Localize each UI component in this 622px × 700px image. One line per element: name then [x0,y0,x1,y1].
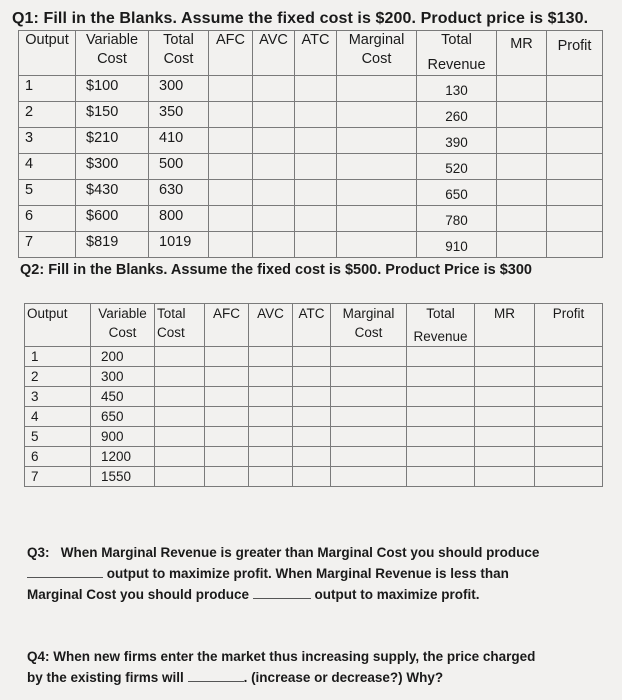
q2-cell-total-cost[interactable] [155,427,205,447]
q1-cell-afc[interactable] [209,206,253,232]
q2-title: Q2: Fill in the Blanks. Assume the fixed cost is $500. Product Price is $300 [20,262,532,278]
q2-cell-variable-cost: 900 [91,427,155,447]
q2-header-mr: MR [475,304,535,347]
q2-cell-profit[interactable] [535,387,603,407]
q3-text-3a: Marginal Cost you should produce [27,587,250,602]
q2-cell-atc[interactable] [293,387,331,407]
q1-cell-variable-cost: $210 [76,128,149,154]
q2-cell-mr[interactable] [475,407,535,427]
q2-cell-marginal-cost[interactable] [331,367,407,387]
q1-cell-profit[interactable] [547,180,603,206]
q1-table-row [19,232,603,258]
q1-header-row [19,31,603,76]
q2-cell-profit[interactable] [535,367,603,387]
q1-cell-total-revenue: 650 [417,180,497,206]
q3-line-2 [27,563,539,584]
q1-cell-variable-cost: $819 [76,232,149,258]
q1-cell-avc[interactable] [253,206,295,232]
q1-cell-total-revenue: 780 [417,206,497,232]
q2-cell-profit[interactable] [535,427,603,447]
q2-cell-avc[interactable] [249,407,293,427]
q2-cell-total-cost[interactable] [155,387,205,407]
q1-cell-marginal-cost[interactable] [337,232,417,258]
q2-cell-total-cost[interactable] [155,447,205,467]
q2-cell-output: 4 [25,407,91,427]
q2-cell-total-revenue[interactable] [407,367,475,387]
q2-cell-avc[interactable] [249,367,293,387]
q1-cell-marginal-cost[interactable] [337,180,417,206]
q1-cell-total-cost: 800 [149,206,209,232]
q1-cell-mr[interactable] [497,76,547,102]
q2-cell-variable-cost: 1200 [91,447,155,467]
q2-cell-variable-cost: 1550 [91,467,155,487]
q2-cell-variable-cost: 450 [91,387,155,407]
q2-table-row [25,427,603,447]
q2-cell-marginal-cost[interactable] [331,407,407,427]
q3-question [27,542,539,605]
q2-table-row [25,447,603,467]
q1-header-atc: ATC [295,31,337,76]
q1-table-row [19,180,603,206]
q1-table-row [19,102,603,128]
q1-header-total-cost: Total Cost [149,31,209,76]
q1-cell-mr[interactable] [497,232,547,258]
q1-cell-afc[interactable] [209,154,253,180]
q1-cell-variable-cost: $430 [76,180,149,206]
q1-cell-total-revenue: 520 [417,154,497,180]
q2-table-row [25,467,603,487]
q4-text-2a: by the existing firms will [27,670,184,685]
q1-cell-atc[interactable] [295,180,337,206]
q3-line-1 [27,542,539,563]
q2-cell-output: 2 [25,367,91,387]
q1-cell-output: 6 [19,206,76,232]
q1-header-total-revenue: Total Revenue [417,31,497,76]
q2-cell-atc[interactable] [293,427,331,447]
q3-text-1: When Marginal Revenue is greater than Marginal Cost you should produce [60,545,540,560]
q1-cell-total-revenue: 390 [417,128,497,154]
q1-cell-afc[interactable] [209,102,253,128]
q1-cell-output: 2 [19,102,76,128]
q1-cell-afc[interactable] [209,180,253,206]
q2-cell-mr[interactable] [475,367,535,387]
q4-text-2b: . (increase or decrease?) Why? [243,670,444,685]
q1-cell-total-cost: 300 [149,76,209,102]
q3-line-3 [27,584,539,605]
q2-cell-afc[interactable] [205,347,249,367]
q2-table-row [25,387,603,407]
q3-blank-2[interactable] [253,584,311,599]
q2-cell-total-revenue[interactable] [407,467,475,487]
q2-cell-total-revenue[interactable] [407,347,475,367]
q3-blank-1[interactable] [27,563,103,578]
q1-cell-total-cost: 410 [149,128,209,154]
q1-cell-avc[interactable] [253,76,295,102]
q1-cell-avc[interactable] [253,232,295,258]
q2-cell-mr[interactable] [475,387,535,407]
q1-cell-profit[interactable] [547,154,603,180]
q1-table [18,30,603,258]
q1-header-profit: Profit [547,31,603,76]
q1-cell-mr[interactable] [497,102,547,128]
q1-cell-avc[interactable] [253,180,295,206]
q2-header-total-revenue: Total Revenue [407,304,475,347]
q2-cell-marginal-cost[interactable] [331,387,407,407]
q1-cell-total-cost: 500 [149,154,209,180]
q2-cell-avc[interactable] [249,427,293,447]
q2-cell-total-revenue[interactable] [407,447,475,467]
q2-cell-avc[interactable] [249,447,293,467]
q1-header-variable-cost: Variable Cost [76,31,149,76]
q2-cell-avc[interactable] [249,347,293,367]
q1-cell-output: 4 [19,154,76,180]
q2-cell-afc[interactable] [205,427,249,447]
q2-cell-atc[interactable] [293,367,331,387]
q1-cell-avc[interactable] [253,154,295,180]
q2-header-total-cost: Total Cost [155,304,205,347]
q1-header-output: Output [19,31,76,76]
q3-label: Q3: [27,545,50,560]
q1-cell-output: 3 [19,128,76,154]
q2-cell-total-cost[interactable] [155,467,205,487]
q3-text-3b: output to maximize profit. [314,587,480,602]
q3-text-2: output to maximize profit. When Marginal Revenue is less than [106,566,509,581]
q1-cell-atc[interactable] [295,154,337,180]
q1-cell-mr[interactable] [497,154,547,180]
q2-table [24,303,603,487]
q1-cell-total-cost: 350 [149,102,209,128]
q2-cell-output: 6 [25,447,91,467]
q1-cell-marginal-cost[interactable] [337,76,417,102]
q1-cell-marginal-cost[interactable] [337,102,417,128]
q2-cell-mr[interactable] [475,347,535,367]
q1-cell-total-cost: 630 [149,180,209,206]
q2-header-output: Output [25,304,91,347]
q1-cell-total-revenue: 130 [417,76,497,102]
q1-cell-variable-cost: $150 [76,102,149,128]
q2-cell-afc[interactable] [205,407,249,427]
q2-cell-afc[interactable] [205,367,249,387]
q2-cell-afc[interactable] [205,447,249,467]
q1-cell-mr[interactable] [497,206,547,232]
q1-cell-total-revenue: 910 [417,232,497,258]
q2-cell-output: 5 [25,427,91,447]
q1-cell-atc[interactable] [295,128,337,154]
q1-cell-variable-cost: $300 [76,154,149,180]
q2-cell-variable-cost: 650 [91,407,155,427]
q1-header-afc: AFC [209,31,253,76]
q2-cell-profit[interactable] [535,447,603,467]
q1-cell-mr[interactable] [497,180,547,206]
q1-cell-atc[interactable] [295,206,337,232]
q2-cell-total-revenue[interactable] [407,387,475,407]
q2-cell-profit[interactable] [535,467,603,487]
q4-blank[interactable] [188,667,244,682]
q2-cell-total-cost[interactable] [155,407,205,427]
q2-cell-mr[interactable] [475,427,535,447]
q2-table-row [25,347,603,367]
q1-cell-profit[interactable] [547,102,603,128]
q2-cell-marginal-cost[interactable] [331,467,407,487]
q2-cell-output: 7 [25,467,91,487]
q2-cell-total-revenue[interactable] [407,427,475,447]
q2-cell-marginal-cost[interactable] [331,347,407,367]
q1-cell-output: 7 [19,232,76,258]
q1-cell-total-cost: 1019 [149,232,209,258]
q2-cell-total-cost[interactable] [155,347,205,367]
q4-line-1: Q4: When new firms enter the market thus increasing supply, the price charged [27,649,536,664]
q1-header-mr: MR [497,31,547,76]
q2-cell-mr[interactable] [475,447,535,467]
q1-cell-marginal-cost[interactable] [337,128,417,154]
q2-cell-total-cost[interactable] [155,367,205,387]
q2-header-marginal-cost: Marginal Cost [331,304,407,347]
q2-cell-variable-cost: 300 [91,367,155,387]
q2-cell-output: 3 [25,387,91,407]
q1-cell-avc[interactable] [253,102,295,128]
q1-table-row [19,128,603,154]
q1-title: Q1: Fill in the Blanks. Assume the fixed cost is $200. Product price is $130. [12,10,589,27]
q1-cell-afc[interactable] [209,76,253,102]
q4-question [27,646,535,688]
q2-cell-afc[interactable] [205,467,249,487]
q1-cell-output: 1 [19,76,76,102]
q1-table-row [19,206,603,232]
q2-cell-avc[interactable] [249,467,293,487]
q2-cell-marginal-cost[interactable] [331,427,407,447]
q2-cell-mr[interactable] [475,467,535,487]
q2-cell-variable-cost: 200 [91,347,155,367]
q2-header-afc: AFC [205,304,249,347]
q1-cell-variable-cost: $100 [76,76,149,102]
q1-cell-atc[interactable] [295,76,337,102]
q1-cell-mr[interactable] [497,128,547,154]
q2-cell-atc[interactable] [293,347,331,367]
q1-cell-atc[interactable] [295,102,337,128]
q2-cell-total-revenue[interactable] [407,407,475,427]
q1-cell-afc[interactable] [209,128,253,154]
q1-cell-output: 5 [19,180,76,206]
q2-cell-atc[interactable] [293,407,331,427]
q1-cell-atc[interactable] [295,232,337,258]
q2-cell-output: 1 [25,347,91,367]
q2-cell-avc[interactable] [249,387,293,407]
q2-header-row [25,304,603,347]
q2-cell-profit[interactable] [535,347,603,367]
q1-cell-marginal-cost[interactable] [337,154,417,180]
q2-header-atc: ATC [293,304,331,347]
q2-table-row [25,407,603,427]
q1-cell-profit[interactable] [547,76,603,102]
q2-header-avc: AVC [249,304,293,347]
q2-table-row [25,367,603,387]
q1-cell-afc[interactable] [209,232,253,258]
q1-table-row [19,76,603,102]
q2-cell-marginal-cost[interactable] [331,447,407,467]
q2-cell-afc[interactable] [205,387,249,407]
q2-cell-atc[interactable] [293,447,331,467]
q1-cell-profit[interactable] [547,232,603,258]
q1-cell-variable-cost: $600 [76,206,149,232]
q2-header-variable-cost: Variable Cost [91,304,155,347]
q2-header-profit: Profit [535,304,603,347]
q1-cell-avc[interactable] [253,128,295,154]
q1-cell-profit[interactable] [547,128,603,154]
q1-table-row [19,154,603,180]
q2-cell-profit[interactable] [535,407,603,427]
q1-header-marginal-cost: Marginal Cost [337,31,417,76]
q2-cell-atc[interactable] [293,467,331,487]
q1-cell-profit[interactable] [547,206,603,232]
q1-header-avc: AVC [253,31,295,76]
q1-cell-total-revenue: 260 [417,102,497,128]
q1-cell-marginal-cost[interactable] [337,206,417,232]
q4-line-2 [27,667,535,688]
